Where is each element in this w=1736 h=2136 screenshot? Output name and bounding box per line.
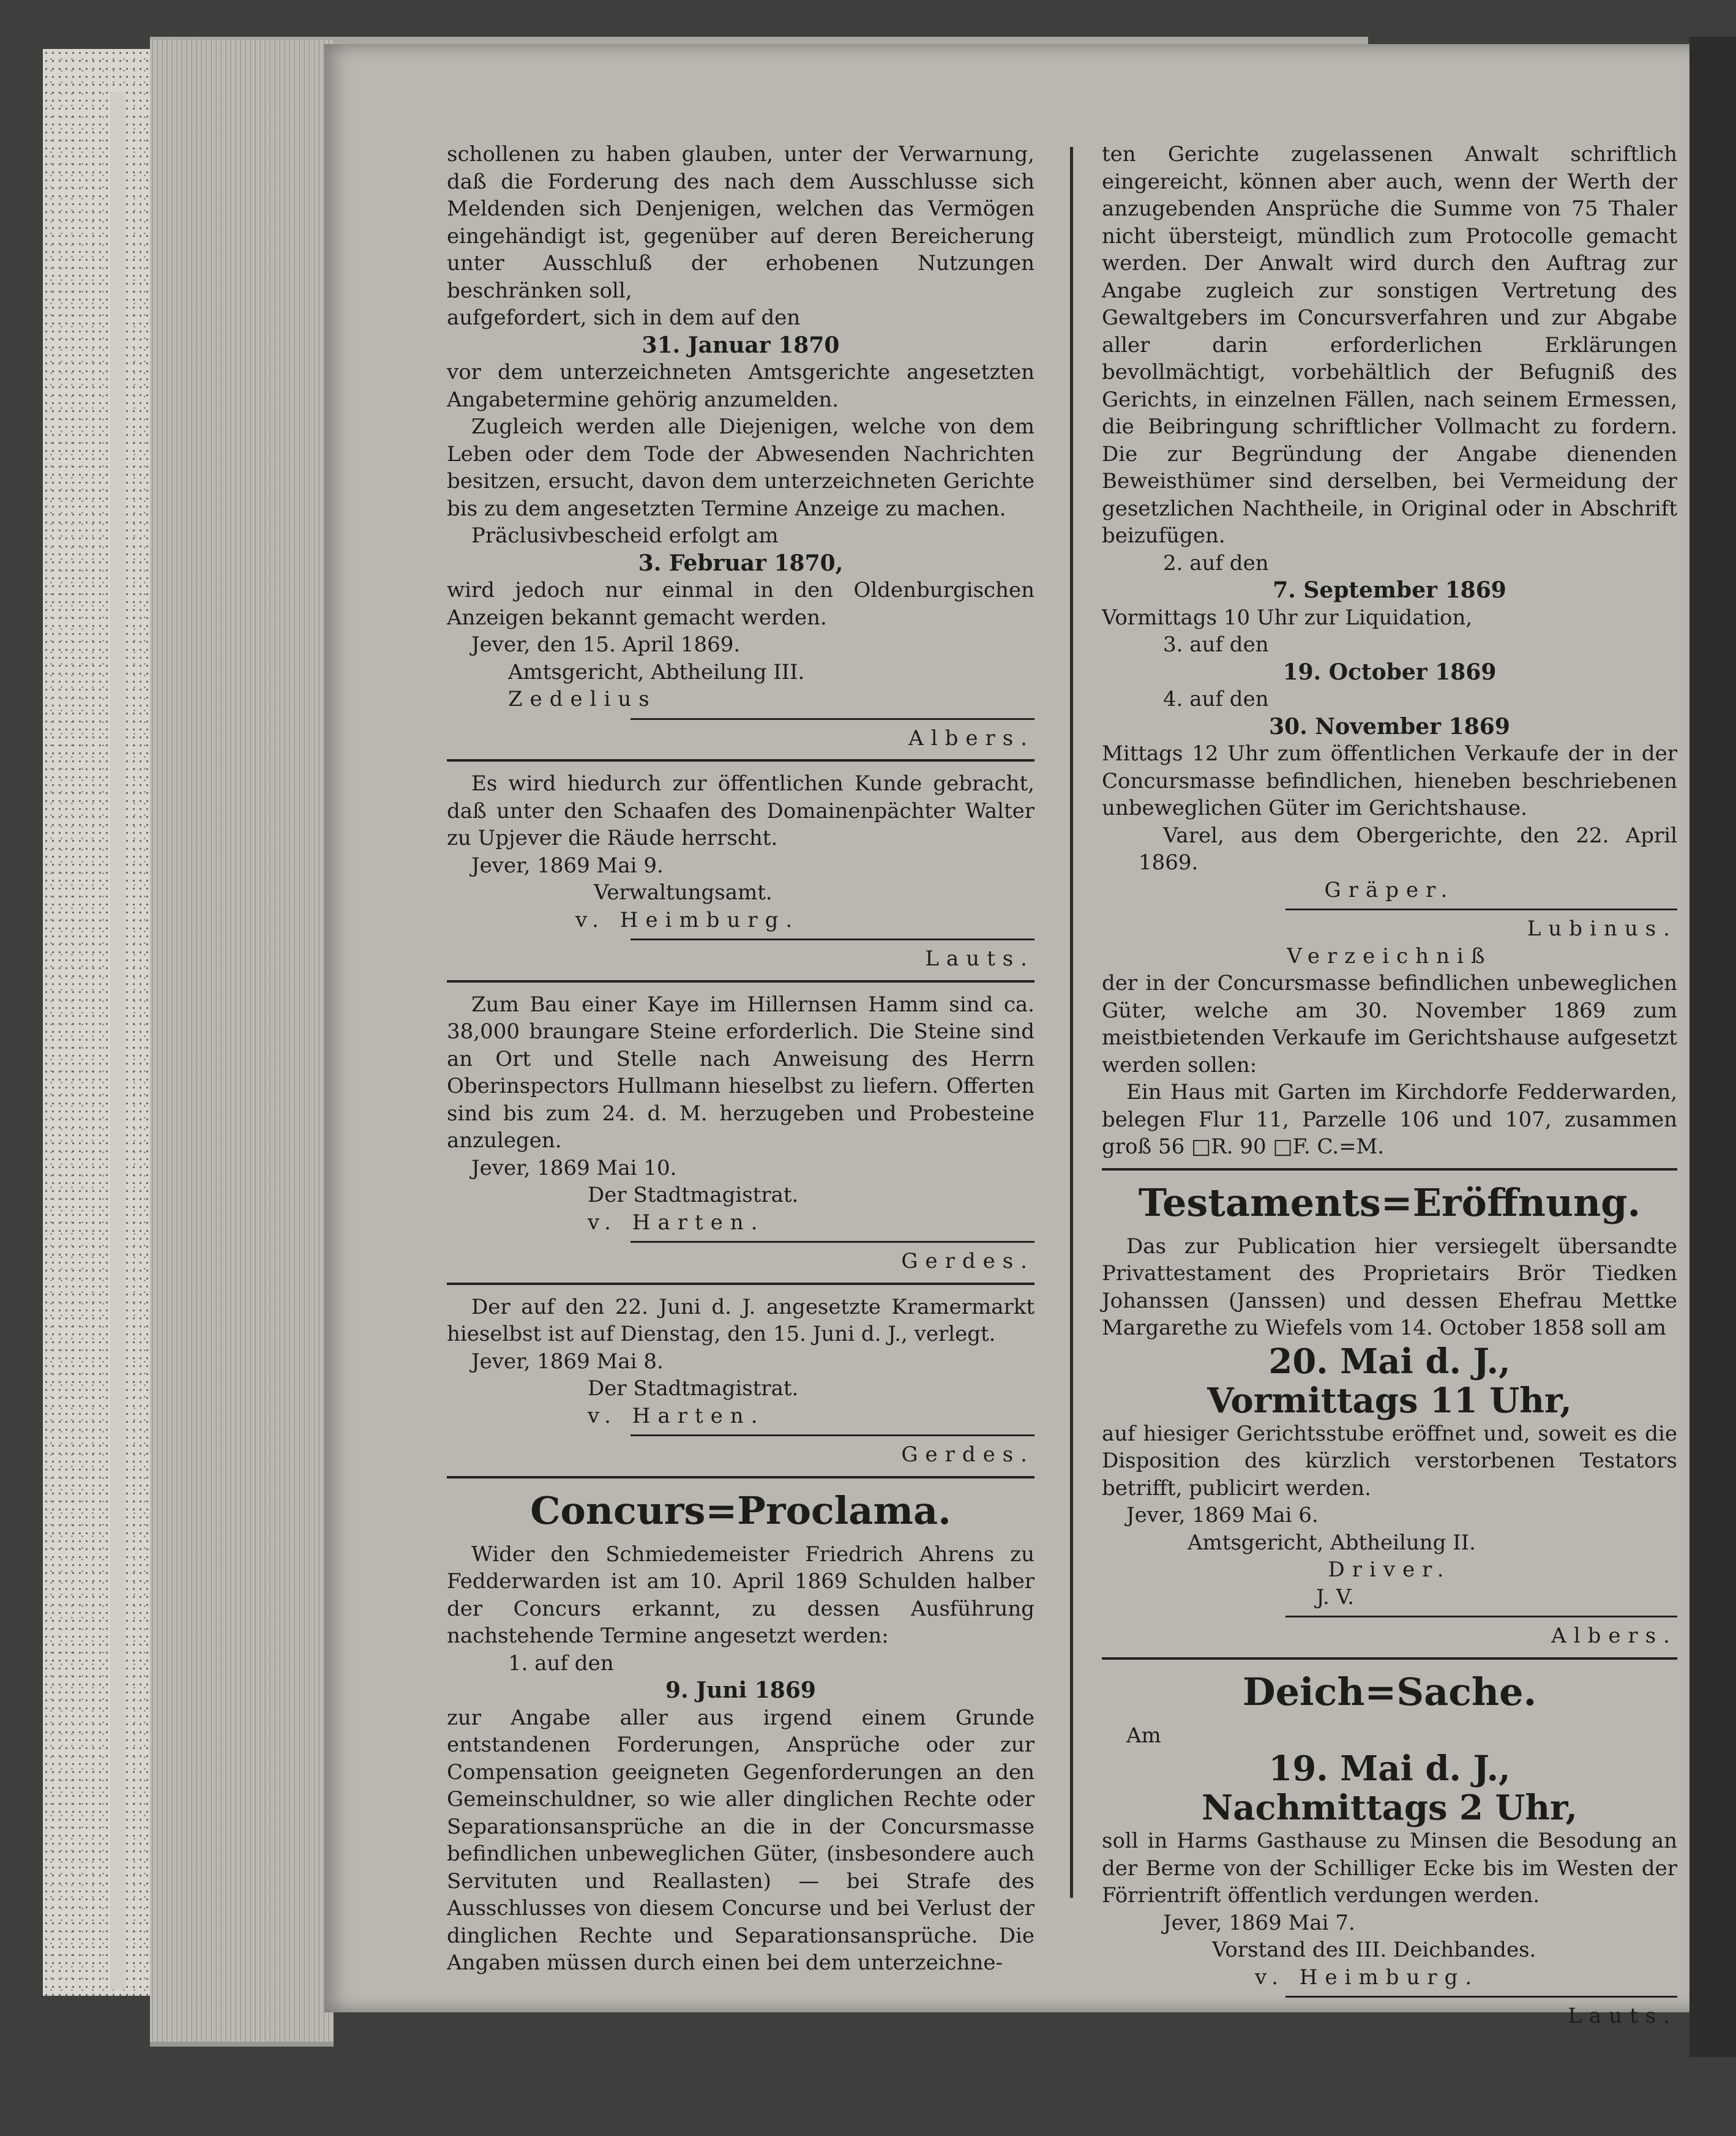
notice-separator: [447, 1283, 1034, 1285]
highlight-date: 20. Mai d. J.,: [1268, 1341, 1511, 1382]
cover-edge: [110, 92, 125, 1990]
highlight-date: 19. Mai d. J.,: [1268, 1748, 1511, 1789]
scan-right-edge: [1689, 37, 1736, 2057]
signature: Albers.: [908, 725, 1034, 751]
date-line: 3. Februar 1870,: [638, 550, 844, 576]
date-line: 7. September 1869: [1273, 577, 1506, 603]
highlight-time: Nachmittags 2 Uhr,: [1202, 1788, 1577, 1828]
office-name: Verwaltungsamt.: [594, 880, 773, 905]
paragraph: Zum Bau einer Kaye im Hillernsen Hamm sind ca. 38,000 braungare Steine erforderlich. Die Steine sind an Ort und Stelle nach Anweisung des Herrn Oberinspectors Hullmann hieselbst zu liefern. Offerten sind bis zum 24. d. M. herzugeben und Probesteine anzulegen.: [447, 992, 1034, 1153]
place-date: Jever, 1869 Mai 6.: [1126, 1503, 1319, 1527]
signature: J. V.: [1316, 1584, 1355, 1609]
notice-separator: [1102, 1168, 1677, 1171]
notice-separator: [447, 759, 1034, 762]
date-line: 19. October 1869: [1282, 659, 1497, 685]
signature: v. Harten.: [588, 1403, 765, 1428]
paragraph: Das zur Publication hier versiegelt übersandte Privattestament des Proprietairs Brör Tiedken Johanssen (Janssen) und dessen Ehefrau Mettke Margarethe zu Wiefels vom 14. October 1858 soll am: [1102, 1234, 1677, 1340]
paragraph: Zugleich werden alle Diejenigen, welche von dem Leben oder dem Tode der Abwesenden Nachrichten besitzen, ersucht, davon dem unterzeichneten Gerichte bis zu dem angesetzten Termine Anzeige zu machen.: [447, 414, 1034, 521]
paragraph: vor dem unterzeichneten Amtsgerichte angesetzten Angabetermine gehörig anzumelden.: [447, 360, 1034, 412]
paragraph: auf hiesiger Gerichtsstube eröffnet und, soweit es die Disposition des kürzlich verstorbenen Testators betrifft, publicirt werden.: [1102, 1421, 1677, 1501]
paragraph: zur Angabe aller aus irgend einem Grunde entstandenen Forderungen, Ansprüche oder zur Compensation geeigneten Gegenforderungen an den Gemeinschuldner, so wie aller dinglichen Rechte oder Separationsansprüche an die in der Concursmasse befindlichen unbeweglichen Güter, (insbesondere auch Servituten und Reallasten) — bei Strafe des Ausschlusses von diesem Concurse und bei Verlust der dinglichen Rechte und Separationsansprüche. Die Angaben müssen durch einen bei dem unterzeichne-: [447, 1705, 1034, 1975]
column-divider: [1070, 147, 1073, 1898]
paragraph: Präclusivbescheid erfolgt am: [471, 523, 779, 548]
signature: Driver.: [1328, 1557, 1451, 1582]
section-heading: Concurs=Proclama.: [530, 1488, 951, 1533]
signature: Lauts.: [1568, 2004, 1677, 2028]
term-label: 2. auf den: [1163, 550, 1269, 575]
paragraph: Wider den Schmiedemeister Friedrich Ahrens zu Fedderwarden ist am 10. April 1869 Schulden halber der Concurs erkannt, zu dessen Ausführung nachstehende Termine angesetzt werden:: [447, 1542, 1034, 1648]
paragraph: Ein Haus mit Garten im Kirchdorfe Fedderwarden, belegen Flur 11, Parzelle 106 und 107, zusammen groß 56 □R. 90 □F. C.=M.: [1102, 1080, 1677, 1159]
date-line: 30. November 1869: [1269, 713, 1510, 740]
signature: Zedelius: [508, 687, 657, 711]
paragraph: soll in Harms Gasthause zu Minsen die Besodung an der Berme von der Schilliger Ecke bis im Westen der Förrientrift öffentlich verdungen werden.: [1102, 1829, 1677, 1908]
office-name: Der Stadtmagistrat.: [588, 1376, 799, 1401]
signature: Gerdes.: [901, 1442, 1034, 1467]
place-date: Jever, den 15. April 1869.: [471, 632, 741, 657]
notice-separator: [1102, 1657, 1677, 1660]
list-title: Verzeichniß: [1287, 943, 1492, 969]
paragraph: wird jedoch nur einmal in den Oldenburgischen Anzeigen bekannt gemacht werden.: [447, 578, 1034, 630]
paragraph: Mittags 12 Uhr zum öffentlichen Verkaufe der in der Concursmasse befindlichen, hieneben beschriebenen unbeweglichen Güter im Gerichtshause.: [1102, 741, 1677, 820]
highlight-time: Vormittags 11 Uhr,: [1207, 1380, 1572, 1421]
notice-separator: [447, 1476, 1034, 1478]
page-stack: [150, 40, 334, 2047]
marbled-cover: [43, 49, 159, 1996]
term-label: 1. auf den: [508, 1651, 614, 1676]
signature: v. Heimburg.: [1255, 1965, 1480, 1990]
place-date: Varel, aus dem Obergerichte, den 22. April 1869.: [1139, 823, 1677, 875]
date-line: 9. Juni 1869: [665, 1677, 816, 1703]
paragraph: ten Gerichte zugelassenen Anwalt schriftlich eingereicht, können aber auch, wenn der Werth der anzugebenden Ansprüche die Summe von 75 Thaler nicht übersteigt, mündlich zum Protocolle gemacht werden. Der Anwalt wird durch den Auftrag zur Angabe zugleich zur sonstigen Vertretung des Gewaltgebers im Concursverfahren und zur Abgabe aller darin erforderlichen Erklärungen bevollmächtigt, vorbehältlich der Befugniß des Gerichts, in einzelnen Fällen, nach seinem Ermessen, die Beibringung schriftlicher Vollmacht zu fordern. Die zur Begründung der Angabe dienenden Beweisthümer sind derselben, bei Vermeidung der gesetzlichen Nachtheile, in Original oder in Abschrift beizufügen.: [1102, 142, 1677, 548]
place-date: Jever, 1869 Mai 10.: [471, 1155, 677, 1180]
signature: Gerdes.: [901, 1249, 1034, 1273]
notice-separator: [447, 980, 1034, 983]
signature: Albers.: [1551, 1624, 1677, 1648]
term-label: 4. auf den: [1163, 687, 1269, 711]
signature: Lubinus.: [1527, 916, 1677, 941]
signature-rule: [1285, 909, 1677, 910]
office-name: Amtsgericht, Abtheilung II.: [1188, 1530, 1476, 1555]
office-name: Amtsgericht, Abtheilung III.: [508, 659, 805, 684]
signature: Lauts.: [925, 946, 1034, 971]
term-label: 3. auf den: [1163, 632, 1269, 657]
signature-rule: [1285, 1616, 1677, 1617]
place-date: Jever, 1869 Mai 7.: [1163, 1910, 1355, 1935]
place-date: Jever, 1869 Mai 8.: [471, 1349, 664, 1374]
signature: v. Harten.: [588, 1210, 765, 1235]
notice-intro: schollenen zu haben glauben, unter der Verwarnung, daß die Forderung des nach dem Ausschlusse sich Meldenden sich Denjenigen, welchen das Vermögen eingehändigt ist, gegenüber auf deren Bereicherung unter Ausschluß der erhobenen Nutzungen beschränken soll,: [447, 142, 1034, 303]
signature-rule: [630, 939, 1034, 940]
notice-aufgefordert: aufgefordert, sich in dem auf den: [447, 305, 801, 330]
left-column: [447, 141, 1034, 1977]
office-name: Vorstand des III. Deichbandes.: [1212, 1938, 1536, 1962]
paragraph: Am: [1126, 1723, 1161, 1748]
office-name: Der Stadtmagistrat.: [588, 1183, 799, 1207]
place-date: Jever, 1869 Mai 9.: [471, 853, 664, 878]
signature: v. Heimburg.: [575, 907, 800, 932]
signature-rule: [630, 1434, 1034, 1436]
right-column: [1102, 141, 1677, 2030]
paragraph: Es wird hiedurch zur öffentlichen Kunde gebracht, daß unter den Schaafen des Domainenpächter Walter zu Upjever die Räude herrscht.: [447, 771, 1034, 850]
paragraph: Der auf den 22. Juni d. J. angesetzte Kramermarkt hieselbst ist auf Dienstag, den 15. Juni d. J., verlegt.: [447, 1294, 1034, 1346]
signature-rule: [1285, 1996, 1677, 1998]
signature: Gräper.: [1324, 877, 1455, 902]
section-heading: Testaments=Eröffnung.: [1138, 1180, 1641, 1225]
date-line: 31. Januar 1870: [642, 332, 840, 358]
paragraph: Vormittags 10 Uhr zur Liquidation,: [1102, 605, 1473, 630]
paragraph: der in der Concursmasse befindlichen unbeweglichen Güter, welche am 30. November 1869 zum meistbietenden Verkaufe im Gerichtshause aufgesetzt werden sollen:: [1102, 971, 1677, 1077]
section-heading: Deich=Sache.: [1242, 1669, 1537, 1714]
signature-rule: [630, 718, 1034, 720]
signature-rule: [630, 1241, 1034, 1243]
